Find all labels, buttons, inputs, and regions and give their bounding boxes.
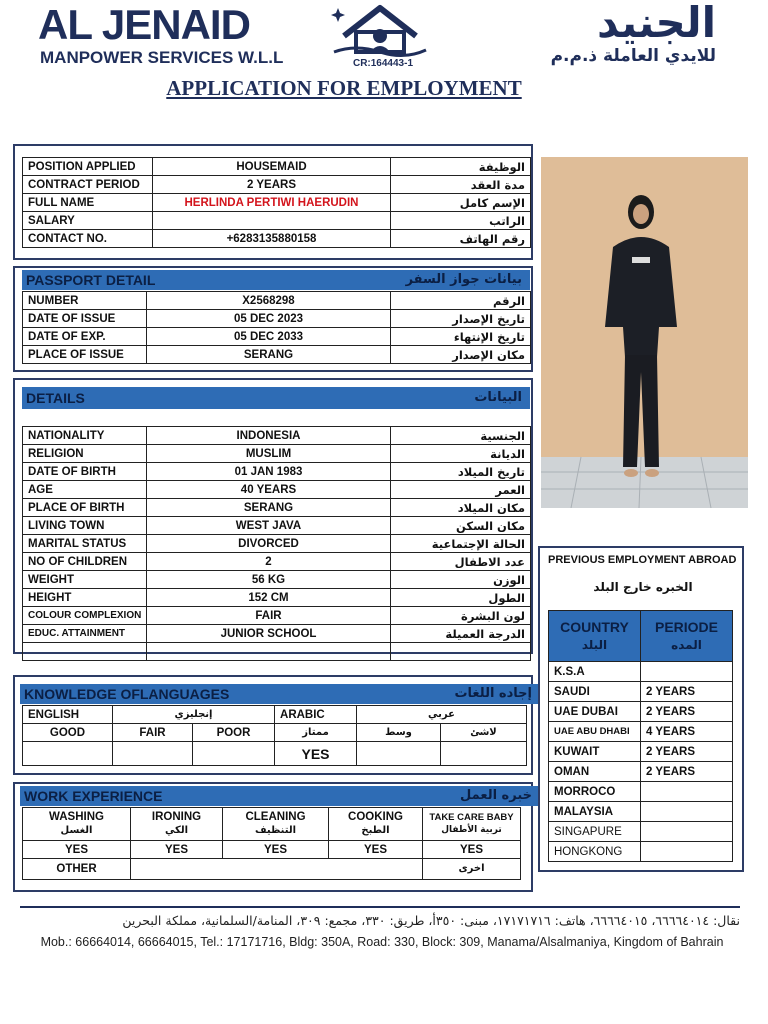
- detail-label-ar: العمر: [391, 481, 531, 499]
- prev-country: SINGAPURE: [549, 822, 641, 842]
- arabic-label: ARABIC: [275, 706, 357, 724]
- col-country-ar: البلد: [581, 638, 608, 652]
- table-row: [23, 535, 531, 553]
- detail-value: MUSLIM: [147, 445, 391, 463]
- table-row: [23, 292, 531, 310]
- work-cooking-label-ar: الطبخ: [361, 825, 390, 836]
- previous-title-ar: الخبره خارج البلد: [593, 580, 693, 594]
- prev-country: KUWAIT: [549, 742, 641, 762]
- table-row: [549, 722, 733, 742]
- languages-title: KNOWLEDGE OFLANGUAGES: [24, 686, 230, 702]
- languages-header: [20, 684, 540, 704]
- work-baby-value: YES: [423, 841, 521, 859]
- detail-value: WEST JAVA: [147, 517, 391, 535]
- detail-label-ar: تاريخ الميلاد: [391, 463, 531, 481]
- level-poor: POOR: [193, 724, 275, 742]
- table-row: [23, 607, 531, 625]
- table-row: [23, 158, 531, 176]
- value-date-exp: 05 DEC 2033: [147, 328, 391, 346]
- work-header: [20, 786, 540, 806]
- detail-label-ar: الدرجة العميلة: [391, 625, 531, 643]
- table-row: [549, 802, 733, 822]
- table-row: [549, 682, 733, 702]
- label-position-ar: الوظيفة: [391, 158, 531, 176]
- value-place-issue: SERANG: [147, 346, 391, 364]
- table-row: [23, 625, 531, 643]
- work-cooking-value: YES: [329, 841, 423, 859]
- table-row: [549, 702, 733, 722]
- details-title: DETAILS: [26, 390, 85, 406]
- arabic-label-ar: عربي: [357, 706, 527, 724]
- prev-period: [641, 822, 733, 842]
- form-title: APPLICATION FOR EMPLOYMENT: [166, 76, 522, 100]
- detail-value: FAIR: [147, 607, 391, 625]
- languages-table: [22, 705, 527, 766]
- prev-period: 2 YEARS: [641, 702, 733, 722]
- label-place-issue: PLACE OF ISSUE: [23, 346, 147, 364]
- label-contract: CONTRACT PERIOD: [23, 176, 153, 194]
- prev-country: MALAYSIA: [549, 802, 641, 822]
- detail-label-ar: الوزن: [391, 571, 531, 589]
- detail-label: NO OF CHILDREN: [23, 553, 147, 571]
- table-row: [23, 328, 531, 346]
- work-ironing-label: IRONING: [151, 811, 202, 823]
- detail-label-ar: مكان السكن: [391, 517, 531, 535]
- detail-label: DATE OF BIRTH: [23, 463, 147, 481]
- table-row: [23, 517, 531, 535]
- company-name-ar: الجنيد: [597, 0, 716, 47]
- table-row: [549, 662, 733, 682]
- detail-label: HEIGHT: [23, 589, 147, 607]
- english-label-ar: إنجليزي: [113, 706, 275, 724]
- detail-value: INDONESIA: [147, 427, 391, 445]
- passport-table: [22, 291, 531, 364]
- table-row: [549, 611, 733, 662]
- table-row: [23, 553, 531, 571]
- level-good: GOOD: [23, 724, 113, 742]
- footer-address-en: Mob.: 66664014, 66664015, Tel.: 17171716, Bldg: 350A, Road: 330, Block: 309, Manama/Alsalmaniya, Kingdom of Bahrain: [40, 935, 724, 949]
- work-title-ar: خبره العمل: [460, 788, 532, 803]
- english-poor-value: [193, 742, 275, 766]
- table-row: [23, 212, 531, 230]
- label-date-issue: DATE OF ISSUE: [23, 310, 147, 328]
- empty-cell: [23, 643, 147, 661]
- footer-divider: [20, 906, 740, 908]
- detail-label-ar: الديانة: [391, 445, 531, 463]
- table-row: [23, 499, 531, 517]
- table-row: [23, 463, 531, 481]
- value-position: HOUSEMAID: [153, 158, 391, 176]
- level-ar-medium: وسط: [357, 724, 441, 742]
- work-title: WORK EXPERIENCE: [24, 788, 163, 804]
- detail-label: AGE: [23, 481, 147, 499]
- detail-label: EDUC. ATTAINMENT: [23, 625, 147, 643]
- detail-label-ar: لون البشرة: [391, 607, 531, 625]
- detail-label: RELIGION: [23, 445, 147, 463]
- prev-country: OMAN: [549, 762, 641, 782]
- detail-value: JUNIOR SCHOOL: [147, 625, 391, 643]
- table-row: [549, 742, 733, 762]
- prev-period: 2 YEARS: [641, 762, 733, 782]
- english-good-value: [23, 742, 113, 766]
- prev-country: HONGKONG: [549, 842, 641, 862]
- table-row: [23, 808, 521, 841]
- table-row: [549, 822, 733, 842]
- english-fair-value: [113, 742, 193, 766]
- detail-value: 2: [147, 553, 391, 571]
- detail-value: 40 YEARS: [147, 481, 391, 499]
- label-full-name-ar: الإسم كامل: [391, 194, 531, 212]
- prev-country: MORROCO: [549, 782, 641, 802]
- table-row: [23, 194, 531, 212]
- label-position: POSITION APPLIED: [23, 158, 153, 176]
- table-row: [23, 724, 527, 742]
- company-logo-icon: [326, 2, 434, 58]
- work-cleaning-label: CLEANING: [245, 811, 306, 823]
- detail-label-ar: الجنسية: [391, 427, 531, 445]
- details-header: [22, 387, 530, 409]
- passport-title: PASSPORT DETAIL: [26, 272, 156, 288]
- work-table: [22, 807, 521, 880]
- applicant-photo: [541, 157, 748, 508]
- prev-period: [641, 782, 733, 802]
- company-name-en: AL JENAID: [38, 1, 250, 48]
- table-row: [23, 571, 531, 589]
- prev-country: SAUDI: [549, 682, 641, 702]
- table-row: [23, 706, 527, 724]
- prev-period: 2 YEARS: [641, 682, 733, 702]
- personal-table: [22, 157, 531, 248]
- label-passport-number: NUMBER: [23, 292, 147, 310]
- work-other-value: [131, 859, 423, 880]
- work-cooking-label: COOKING: [348, 811, 403, 823]
- company-subtitle-ar: للايدي العاملة ذ.م.م: [550, 46, 716, 66]
- table-row: [549, 782, 733, 802]
- detail-value: 56 KG: [147, 571, 391, 589]
- label-passport-number-ar: الرقم: [391, 292, 531, 310]
- english-label: ENGLISH: [23, 706, 113, 724]
- table-row: [23, 859, 521, 880]
- table-row: [23, 589, 531, 607]
- detail-label: PLACE OF BIRTH: [23, 499, 147, 517]
- detail-label-ar: الحالة الإجتماعية: [391, 535, 531, 553]
- label-date-exp-ar: تاريخ الإنتهاء: [391, 328, 531, 346]
- detail-label-ar: عدد الاطفال: [391, 553, 531, 571]
- table-row: [23, 427, 531, 445]
- previous-table: [548, 610, 733, 862]
- arabic-excellent-value: YES: [275, 742, 357, 766]
- label-salary: SALARY: [23, 212, 153, 230]
- prev-country: UAE DUBAI: [549, 702, 641, 722]
- detail-value: 01 JAN 1983: [147, 463, 391, 481]
- table-row: [23, 742, 527, 766]
- languages-title-ar: إجاده اللغات: [454, 686, 532, 701]
- work-cleaning-value: YES: [223, 841, 329, 859]
- passport-title-ar: بيانات جواز السفر: [405, 272, 522, 287]
- passport-header: [22, 270, 530, 290]
- details-table: [22, 426, 531, 661]
- footer-address-ar: نقال: ٦٦٦٦٤٠١٤، ٦٦٦٦٤٠١٥، هاتف: ١٧١٧١٧١٦، مبنى: ٣٥٠أ، طريق: ٣٣٠، مجمع: ٣٠٩، المنامة/السلمانية، مملكة البحرين: [122, 913, 740, 928]
- prev-period: [641, 842, 733, 862]
- level-ar-excellent: ممتاز: [275, 724, 357, 742]
- detail-label-ar: الطول: [391, 589, 531, 607]
- col-country: COUNTRY: [560, 619, 629, 635]
- value-full-name: HERLINDA PERTIWI HAERUDIN: [153, 194, 391, 212]
- label-date-issue-ar: تاريخ الإصدار: [391, 310, 531, 328]
- label-contact: CONTACT NO.: [23, 230, 153, 248]
- prev-period: 4 YEARS: [641, 722, 733, 742]
- table-row: [23, 310, 531, 328]
- label-contract-ar: مدة العقد: [391, 176, 531, 194]
- table-row: [23, 481, 531, 499]
- detail-label: WEIGHT: [23, 571, 147, 589]
- table-row: [23, 230, 531, 248]
- detail-label: MARITAL STATUS: [23, 535, 147, 553]
- detail-value: DIVORCED: [147, 535, 391, 553]
- value-contact: +6283135880158: [153, 230, 391, 248]
- table-row: [23, 445, 531, 463]
- work-ironing-label-ar: الكي: [164, 825, 189, 836]
- work-cleaning-label-ar: التنظيف: [254, 825, 297, 836]
- prev-period: 2 YEARS: [641, 742, 733, 762]
- empty-cell: [147, 643, 391, 661]
- detail-label: LIVING TOWN: [23, 517, 147, 535]
- detail-label-ar: مكان الميلاد: [391, 499, 531, 517]
- prev-country: K.S.A: [549, 662, 641, 682]
- empty-cell: [391, 643, 531, 661]
- level-fair: FAIR: [113, 724, 193, 742]
- label-contact-ar: رقم الهاتف: [391, 230, 531, 248]
- detail-value: SERANG: [147, 499, 391, 517]
- work-washing-value: YES: [23, 841, 131, 859]
- work-washing-label-ar: الغسل: [60, 825, 93, 836]
- table-row: [549, 762, 733, 782]
- work-other-label: OTHER: [23, 859, 131, 880]
- table-row: [23, 176, 531, 194]
- detail-label: COLOUR COMPLEXION: [23, 607, 147, 625]
- work-washing-label: WASHING: [49, 811, 104, 823]
- prev-period: [641, 802, 733, 822]
- work-baby-label: TAKE CARE BABY: [429, 812, 514, 823]
- level-ar-none: لاشئ: [441, 724, 527, 742]
- cr-number: CR:164443-1: [352, 58, 414, 69]
- table-row: [549, 842, 733, 862]
- table-row: [23, 346, 531, 364]
- prev-country: UAE ABU DHABI: [549, 722, 641, 742]
- table-row: [23, 841, 521, 859]
- label-salary-ar: الراتب: [391, 212, 531, 230]
- details-title-ar: البيانات: [474, 390, 522, 405]
- col-period: PERIODE: [654, 619, 718, 635]
- prev-period: [641, 662, 733, 682]
- value-contract: 2 YEARS: [153, 176, 391, 194]
- col-period-ar: المده: [671, 638, 702, 652]
- work-baby-label-ar: تربية الأطفال: [441, 825, 502, 835]
- company-subtitle-en: MANPOWER SERVICES W.L.L: [40, 48, 284, 67]
- label-date-exp: DATE OF EXP.: [23, 328, 147, 346]
- value-date-issue: 05 DEC 2023: [147, 310, 391, 328]
- value-passport-number: X2568298: [147, 292, 391, 310]
- value-salary: [153, 212, 391, 230]
- detail-value: 152 CM: [147, 589, 391, 607]
- work-ironing-value: YES: [131, 841, 223, 859]
- arabic-medium-value: [357, 742, 441, 766]
- label-place-issue-ar: مكان الإصدار: [391, 346, 531, 364]
- arabic-none-value: [441, 742, 527, 766]
- detail-label: NATIONALITY: [23, 427, 147, 445]
- label-full-name: FULL NAME: [23, 194, 153, 212]
- work-other-label-ar: اخرى: [423, 859, 521, 880]
- previous-title: PREVIOUS EMPLOYMENT ABROAD: [548, 554, 737, 566]
- table-row: [23, 643, 531, 661]
